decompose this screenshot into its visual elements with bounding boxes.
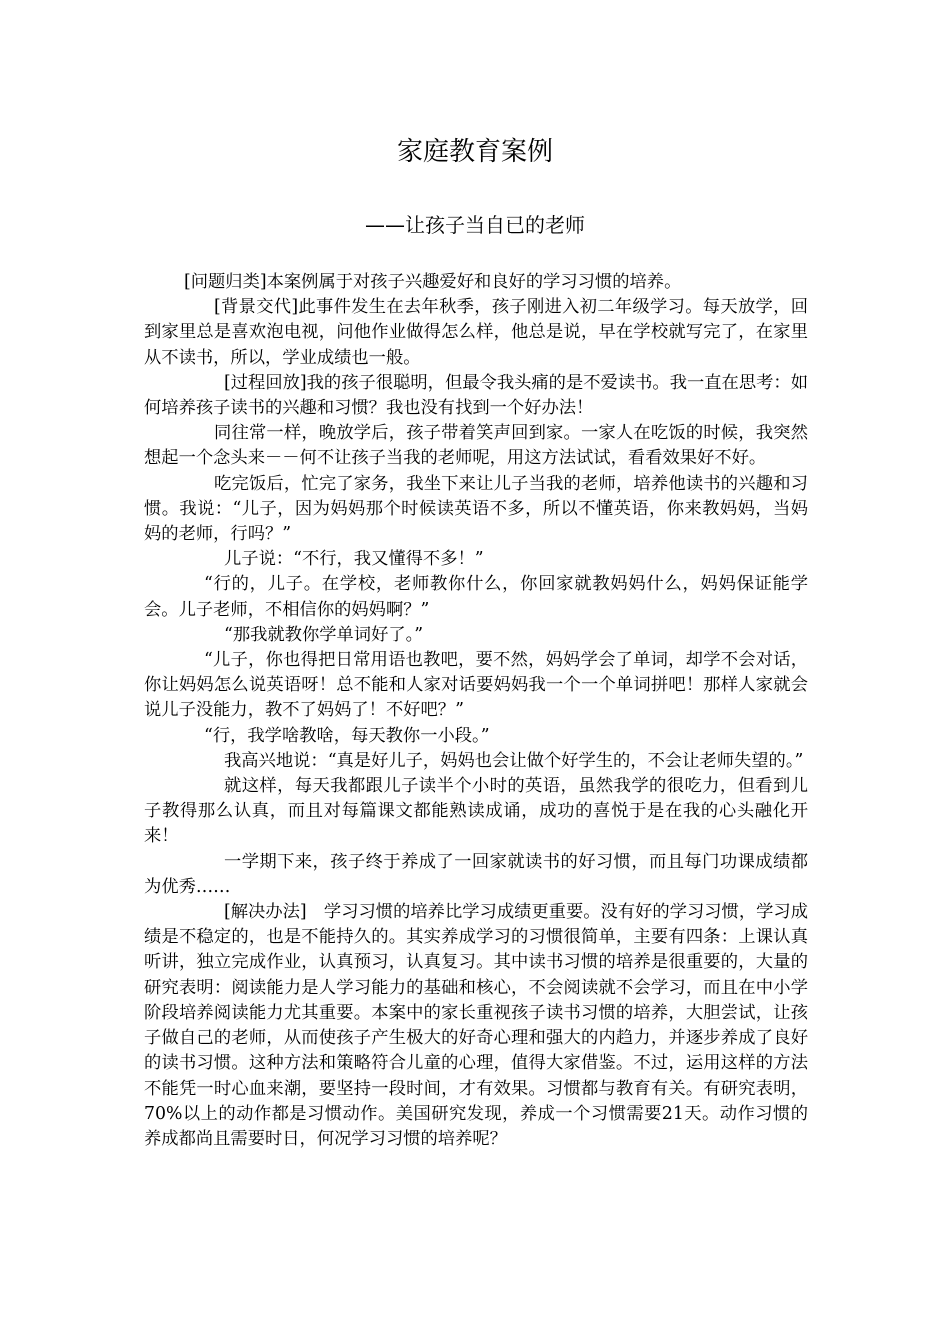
paragraph-mother-persuades: “行的，儿子。在学校，老师教你什么，你回家就教妈妈什么，妈妈保证能学会。儿子老师，不相信你的妈妈啊？” xyxy=(144,574,808,620)
paragraph-daily-reading: 就这样，每天我都跟儿子读半个小时的英语，虽然我学的很吃力，但看到儿子教得那么认真，而且对每篇课文都能熟读成诵，成功的喜悦于是在我的心头融化开来！ xyxy=(144,776,808,847)
paragraph-son-refuses: 儿子说：“不行，我又懂得不多！” xyxy=(224,549,484,570)
paragraph-son-promises: “行，我学啥教啥，每天教你一小段。” xyxy=(204,725,490,746)
paragraph-after-dinner: 吃完饭后，忙完了家务，我坐下来让儿子当我的老师，培养他读书的兴趣和习惯。我说：“儿子，因为妈妈那个时候读英语不多，所以不懂英语，你来教妈妈，当妈妈的老师，行吗？” xyxy=(144,473,808,545)
paragraph-mother-happy: 我高兴地说：“真是好儿子，妈妈也会让做个好学生的，不会让老师失望的。” xyxy=(224,750,804,771)
paragraph-dinner-idea: 同往常一样，晚放学后，孩子带着笑声回到家。一家人在吃饭的时候，我突然想起一个念头来－－何不让孩子当我的老师呢，用这方法试试，看看效果好不好。 xyxy=(144,423,808,469)
paragraph-problem-category: [问题归类]本案例属于对孩子兴趣爱好和良好的学习习惯的培养。 xyxy=(184,272,682,292)
paragraph-daily-phrases: “儿子，你也得把日常用语也教吧，要不然，妈妈学会了单词，却学不会对话，你让妈妈怎么说英语呀！总不能和人家对话要妈妈我一个一个单词拼吧！那样人家就会说儿子没能力，教不了妈妈了！不好吧？” xyxy=(144,650,808,721)
paragraph-solution: [解决办法] 学习习惯的培养比学习成绩更重要。没有好的学习习惯，学习成绩是不稳定的，也是不能持久的。其实养成学习的习惯很简单，主要有四条：上课认真听讲，独立完成作业，认真预习，认真复习。其中读书习惯的培养是很重要的，大量的研究表明：阅读能力是人学习能力的基础和核心，不会阅读就不会学习，而且在中小学阶段培养阅读能力尤其重要。本案中的家长重视孩子读书习惯的培养，大胆尝试，让孩子做自己的老师，从而使孩子产生极大的好奇心理和强大的内趋力，并逐步养成了良好的读书习惯。这种方法和策略符合儿童的心理，值得大家借鉴。不过，运用这样的方法不能凭一时心血来潮，要坚持一段时间，才有效果。习惯都与教育有关。有研究表明，70%以上的动作都是习惯动作。美国研究发现，养成一个习惯需要21天。动作习惯的养成都尚且需要时日，何况学习习惯的培养呢？ xyxy=(144,902,808,1149)
paragraph-semester-result: 一学期下来，孩子终于养成了一回家就读书的好习惯，而且每门功课成绩都为优秀…… xyxy=(144,851,808,897)
document-subtitle: ——让孩子当自已的老师 xyxy=(365,213,585,237)
document-body xyxy=(144,270,808,1152)
paragraph-background: [背景交代]此事件发生在去年秋季，孩子刚进入初二年级学习。每天放学，回到家里总是喜欢泡电视，问他作业做得怎么样，他总是说，早在学校就写完了，在家里从不读书，所以，学业成绩也一般。 xyxy=(144,297,808,368)
document-title: 家庭教育案例 xyxy=(396,137,553,167)
paragraph-process-review: [过程回放]我的孩子很聪明，但最令我头痛的是不爱读书。我一直在思考：如何培养孩子读书的兴趣和习惯？我也没有找到一个好办法！ xyxy=(144,372,808,419)
paragraph-son-agrees: “那我就教你学单词好了。” xyxy=(224,624,424,645)
